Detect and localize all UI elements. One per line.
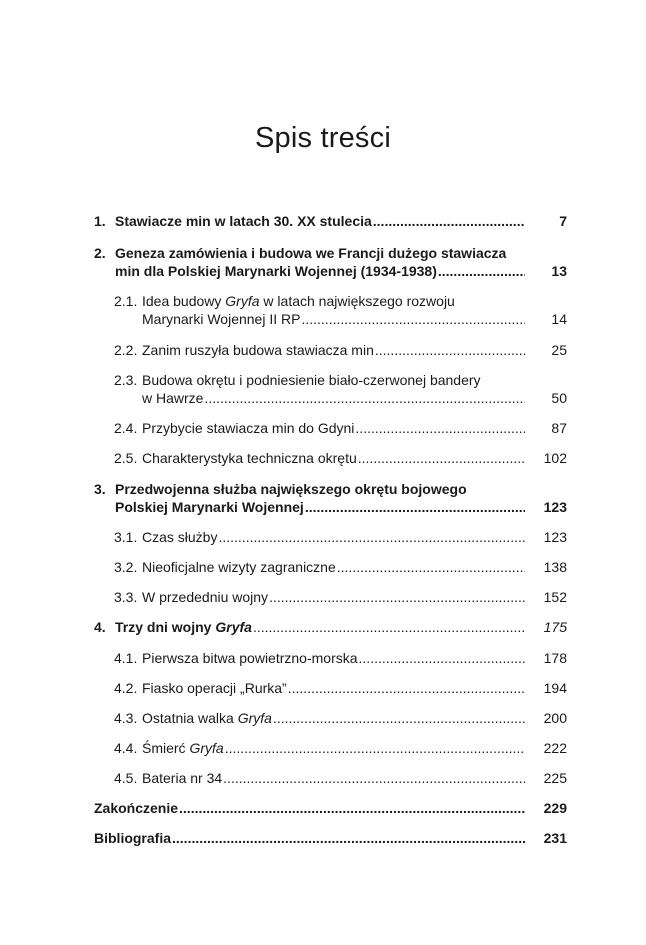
toc-entry-title: Ostatnia walka Gryfa — [142, 710, 272, 726]
leader-dots — [355, 419, 525, 437]
toc-entry-page: 25 — [551, 342, 567, 358]
toc-entry-3[interactable] — [94, 480, 567, 516]
toc-entry-page: 175 — [543, 619, 567, 635]
toc-entry-page: 50 — [551, 390, 567, 406]
page-title: Spis treści — [255, 122, 391, 154]
toc-entry-title-cont: w Hawrze — [142, 390, 204, 406]
leader-dots — [253, 618, 525, 636]
toc-entry-number: 2. — [94, 245, 106, 261]
leader-dots — [359, 649, 525, 667]
toc-entry-4-3[interactable] — [114, 709, 567, 727]
toc-entry-title: Geneza zamówienia i budowa we Francji dużego stawiacza — [115, 245, 507, 261]
toc-entry-page: 123 — [543, 529, 567, 545]
toc-entry-title: Fiasko operacji „Rurka” — [142, 680, 287, 696]
toc-entry-2-5[interactable] — [114, 449, 567, 467]
toc-entry-title: Czas służby — [142, 529, 218, 545]
toc-entry-2-1[interactable] — [114, 292, 567, 328]
leader-dots — [373, 212, 525, 230]
toc-entry-2-2[interactable] — [114, 341, 567, 359]
toc-entry-title: Charakterystyka techniczna okrętu — [142, 450, 357, 466]
toc-entry-3-3[interactable] — [114, 588, 567, 606]
toc-entry-title: Trzy dni wojny Gryfa — [115, 619, 252, 635]
toc-entry-page: 200 — [543, 710, 567, 726]
toc-entry-title-cont: min dla Polskiej Marynarki Wojennej (1934-1938) — [115, 263, 437, 279]
toc-entry-title: Przybycie stawiacza min do Gdyni — [142, 420, 355, 436]
toc-entry-number: 3.3. — [114, 589, 138, 605]
toc-entry-page: 229 — [543, 800, 567, 816]
toc-entry-number: 4.4. — [114, 740, 138, 756]
toc-entry-page: 222 — [543, 740, 567, 756]
toc-entry-number: 2.1. — [114, 293, 138, 309]
leader-dots — [305, 498, 525, 516]
toc-entry-title: Idea budowy Gryfa w latach największego rozwoju — [142, 293, 455, 309]
toc-entry-number: 4. — [94, 619, 106, 635]
toc-entry-title: Zanim ruszyła budowa stawiacza min — [142, 342, 374, 358]
toc-entry-page: 14 — [551, 311, 567, 327]
toc-entry-title: Nieoficjalne wizyty zagraniczne — [142, 559, 336, 575]
leader-dots — [273, 709, 525, 727]
toc-entry-number: 2.5. — [114, 450, 138, 466]
toc-entry-4-1[interactable] — [114, 649, 567, 667]
leader-dots — [218, 528, 525, 546]
leader-dots — [288, 679, 525, 697]
toc-entry-number: 4.1. — [114, 650, 138, 666]
toc-entry-1[interactable] — [94, 212, 567, 230]
toc-entry-number: 2.2. — [114, 342, 138, 358]
toc-entry-4-2[interactable] — [114, 679, 567, 697]
toc-entry-title: Przedwojenna służba największego okrętu bojowego — [115, 481, 467, 497]
toc-entry-title-cont: Polskiej Marynarki Wojennej — [115, 499, 304, 515]
toc-entry-number: 2.3. — [114, 372, 138, 388]
toc-entry-number: 3.1. — [114, 529, 138, 545]
toc-entry-page: 102 — [543, 450, 567, 466]
toc-entry-title: Śmierć Gryfa — [142, 740, 224, 756]
toc-entry-2-4[interactable] — [114, 419, 567, 437]
toc-entry-title: Bibliografia — [94, 830, 172, 846]
toc-entry-number: 4.3. — [114, 710, 138, 726]
toc-entry-3-2[interactable] — [114, 558, 567, 576]
toc-entry-page: 138 — [543, 559, 567, 575]
toc-entry-page: 123 — [543, 499, 567, 515]
leader-dots — [204, 389, 525, 407]
leader-dots — [223, 769, 525, 787]
toc-entry-title-cont: Marynarki Wojennej II RP — [142, 311, 301, 327]
toc-entry-title: W przededniu wojny — [142, 589, 269, 605]
leader-dots — [225, 739, 525, 757]
leader-dots — [337, 558, 525, 576]
leader-dots — [269, 588, 525, 606]
toc-entry-bibliography[interactable] — [94, 829, 567, 847]
toc-entry-title: Zakończenie — [94, 800, 179, 816]
toc-entry-number: 3. — [94, 481, 106, 497]
toc-entry-number: 3.2. — [114, 559, 138, 575]
toc-entry-title: Stawiacze min w latach 30. XX stulecia — [115, 213, 372, 229]
toc-entry-number: 4.2. — [114, 680, 138, 696]
leader-dots — [301, 310, 525, 328]
leader-dots — [179, 799, 525, 817]
toc-entry-page: 7 — [559, 213, 567, 229]
toc-entry-4-4[interactable] — [114, 739, 567, 757]
toc-entry-2-3[interactable] — [114, 371, 567, 407]
leader-dots — [438, 262, 525, 280]
toc-entry-3-1[interactable] — [114, 528, 567, 546]
leader-dots — [358, 449, 525, 467]
toc-entry-number: 4.5. — [114, 770, 138, 786]
toc-entry-page: 231 — [543, 830, 567, 846]
toc-entry-4-5[interactable] — [114, 769, 567, 787]
toc-entry-page: 152 — [543, 589, 567, 605]
toc-entry-page: 178 — [543, 650, 567, 666]
toc-entry-page: 194 — [543, 680, 567, 696]
toc-entry-title: Pierwsza bitwa powietrzno-morska — [142, 650, 358, 666]
toc-entry-number: 1. — [94, 213, 106, 229]
toc-entry-4[interactable] — [94, 618, 567, 636]
toc-entry-title: Budowa okrętu i podniesienie biało-czerwonej bandery — [142, 372, 481, 388]
toc-entry-2[interactable] — [94, 244, 567, 280]
toc-entry-page: 87 — [551, 420, 567, 436]
toc-entry-page: 225 — [543, 770, 567, 786]
toc-entry-number: 2.4. — [114, 420, 138, 436]
leader-dots — [375, 341, 525, 359]
leader-dots — [172, 829, 525, 847]
toc-entry-conclusion[interactable] — [94, 799, 567, 817]
toc-entry-title: Bateria nr 34 — [142, 770, 223, 786]
toc-entry-page: 13 — [551, 263, 567, 279]
